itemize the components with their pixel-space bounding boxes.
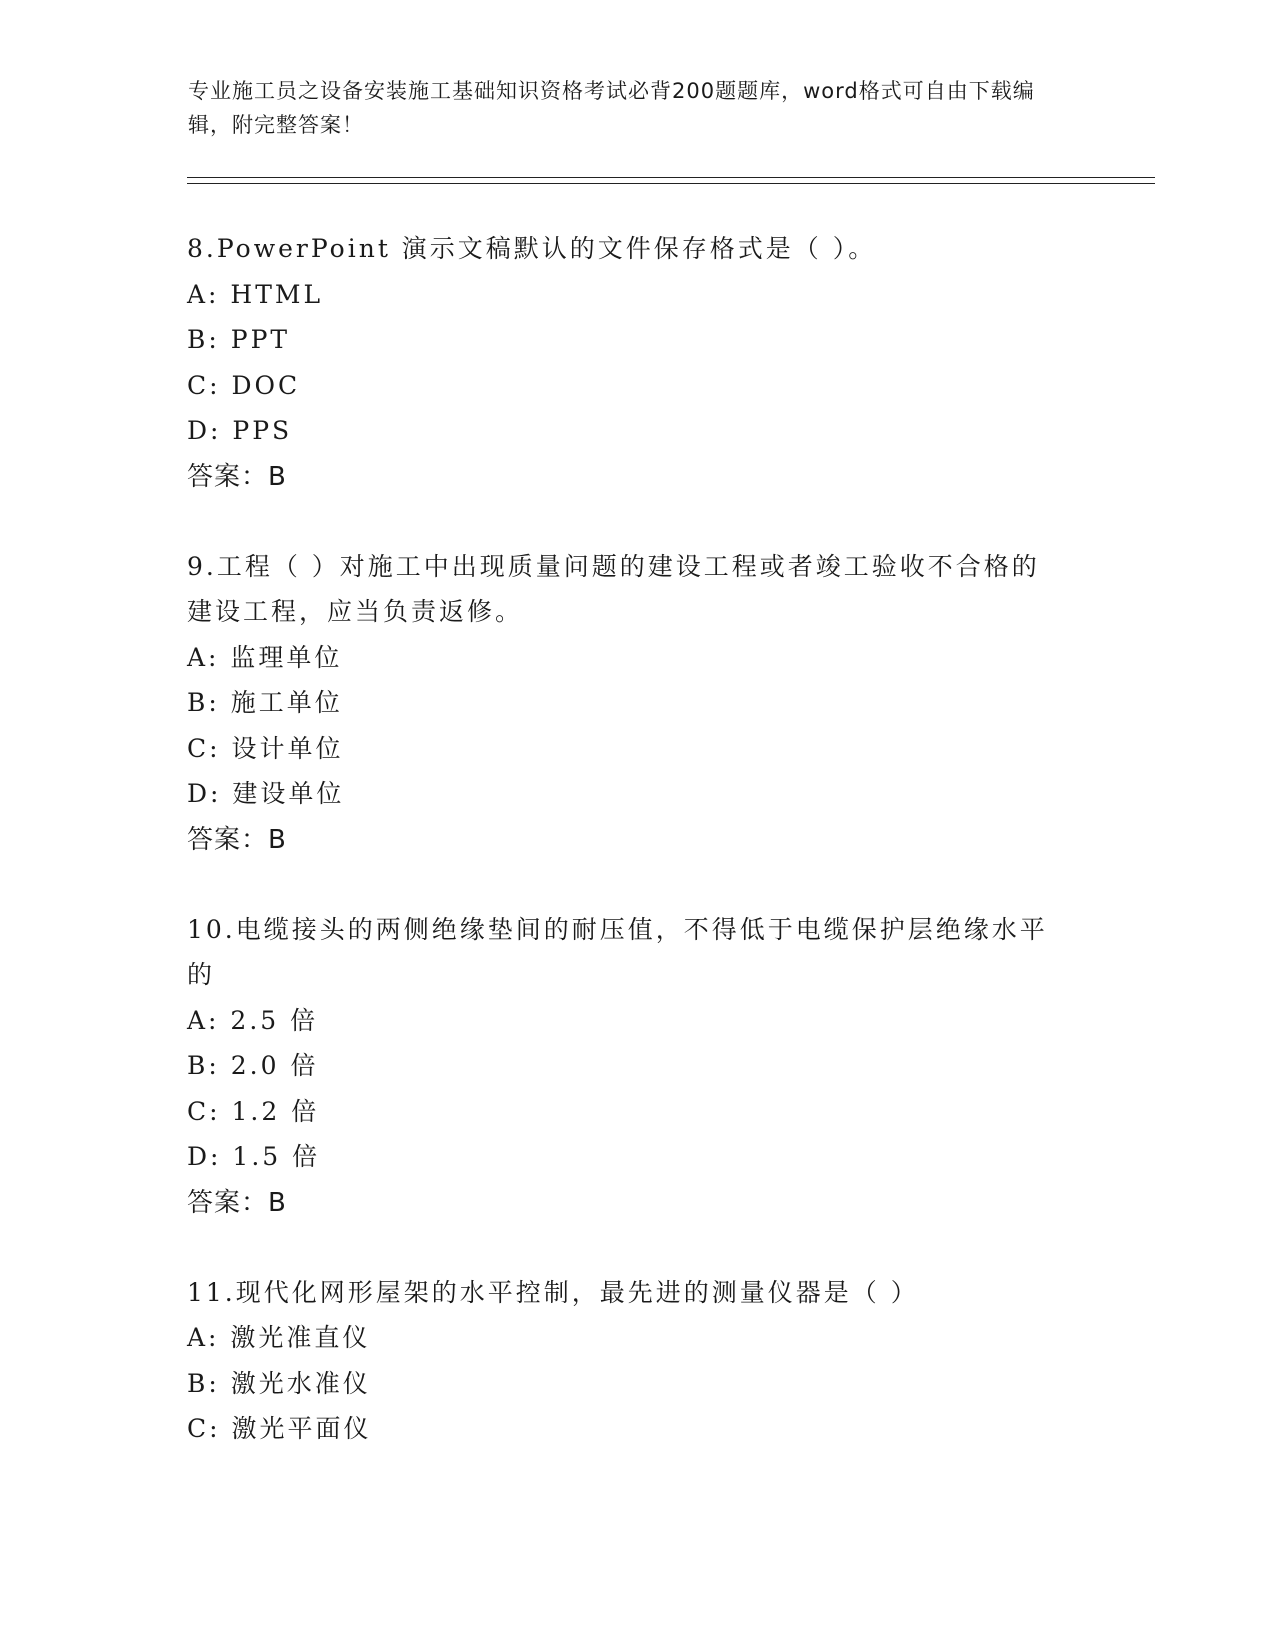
answer-line: 答案：B bbox=[187, 824, 287, 855]
option-c: C: 设计单位 bbox=[187, 733, 344, 763]
question-stem: 9.工程（ ）对施工中出现质量问题的建设工程或者竣工验收不合格的建设工程，应当负责返修。 bbox=[187, 551, 1040, 626]
question-stem: 8.PowerPoint 演示文稿默认的文件保存格式是（ ）。 bbox=[187, 234, 877, 263]
option-b: B: 施工单位 bbox=[187, 688, 343, 717]
question-stem: 11.现代化网形屋架的水平控制，最先进的测量仪器是（ ） bbox=[187, 1277, 919, 1307]
option-b: B: PPT bbox=[187, 325, 291, 354]
option-b: B: 激光水准仪 bbox=[187, 1368, 371, 1398]
question-block bbox=[187, 907, 1087, 1226]
option-a: A: 激光准直仪 bbox=[187, 1323, 371, 1352]
option-c: C: DOC bbox=[187, 370, 301, 400]
question-block bbox=[187, 226, 1087, 500]
question-stem: 10.电缆接头的两侧绝缘垫间的耐压值，不得低于电缆保护层绝缘水平的 bbox=[187, 914, 1048, 989]
option-d: D: 建设单位 bbox=[187, 779, 345, 808]
option-d: D: PPS bbox=[187, 416, 293, 445]
document-header: 专业施工员之设备安装施工基础知识资格考试必背200题题库，word格式可自由下载编辑，附完整答案！ bbox=[188, 79, 1035, 137]
option-c: C: 1.2 倍 bbox=[187, 1096, 320, 1126]
option-d: D: 1.5 倍 bbox=[187, 1142, 321, 1171]
option-c: C: 激光平面仪 bbox=[187, 1414, 372, 1443]
question-block bbox=[187, 1270, 1087, 1452]
question-block bbox=[187, 544, 1087, 863]
header-divider-top bbox=[187, 177, 1155, 178]
option-a: A: 监理单位 bbox=[187, 642, 343, 672]
answer-line: 答案：B bbox=[187, 1187, 287, 1218]
option-a: A: HTML bbox=[187, 279, 324, 309]
question-list bbox=[187, 226, 1087, 1496]
header-divider-bottom bbox=[187, 183, 1155, 184]
option-a: A: 2.5 倍 bbox=[187, 1005, 319, 1035]
option-b: B: 2.0 倍 bbox=[187, 1051, 319, 1080]
answer-line: 答案：B bbox=[187, 461, 287, 492]
